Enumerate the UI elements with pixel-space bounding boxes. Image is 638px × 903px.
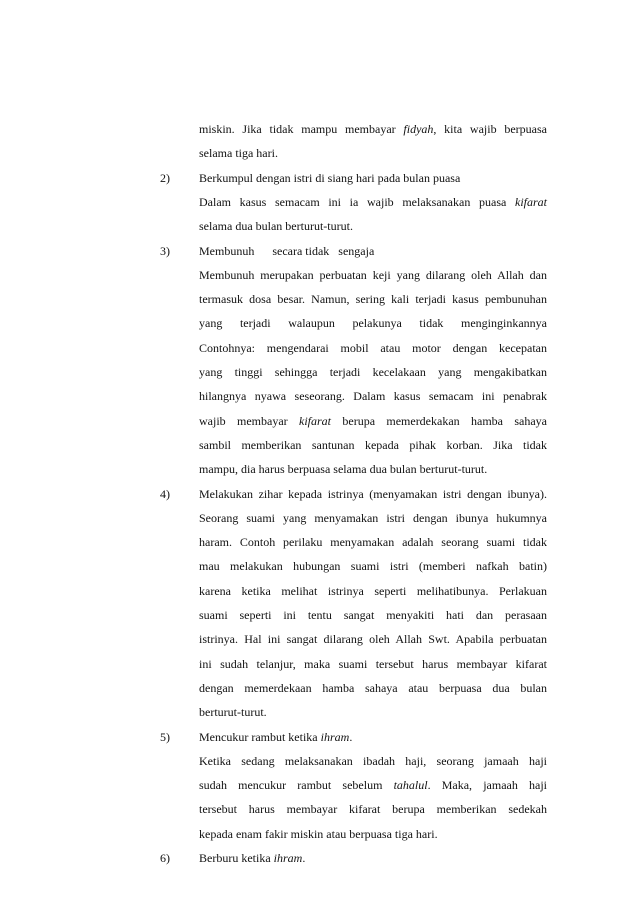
text-line: kepada enam fakir miskin atau berpuasa tiga hari. <box>199 827 438 841</box>
text-line: berturut-turut. <box>199 705 267 719</box>
text-line: Seorang suami yang menyamakan istri dengan ibunya hukumnya <box>199 511 547 525</box>
text-line: sambil memberikan santunan kepada pihak korban. Jika tidak <box>199 438 547 452</box>
text-line: haram. Contoh perilaku menyamakan adalah seorang suami tidak <box>199 535 547 549</box>
text-line: termasuk dosa besar. Namun, sering kali terjadi kasus pembunuhan <box>199 292 547 306</box>
text-line: tersebut harus membayar kifarat berupa memberikan sedekah <box>199 802 547 816</box>
text-line: sudah mencukur rambut sebelum tahalul. Maka, jamaah haji <box>199 778 547 792</box>
list-number: 4) <box>160 487 170 501</box>
text-line: Berburu ketika ihram. <box>199 851 306 865</box>
text-line: wajib membayar kifarat berupa memerdekakan hamba sahaya <box>199 414 547 428</box>
text-line: selama tiga hari. <box>199 146 278 160</box>
text-line: Ketika sedang melaksanakan ibadah haji, seorang jamaah haji <box>199 754 547 768</box>
text-line: miskin. Jika tidak mampu membayar fidyah, kita wajib berpuasa <box>199 122 547 136</box>
text-line: selama dua bulan berturut-turut. <box>199 219 353 233</box>
text-line: mau melakukan hubungan suami istri (memberi nafkah batin) <box>199 559 547 573</box>
text-line: mampu, dia harus berpuasa selama dua bulan berturut-turut. <box>199 462 488 476</box>
list-number: 5) <box>160 730 170 744</box>
text-line: istrinya. Hal ini sangat dilarang oleh Allah Swt. Apabila perbuatan <box>199 632 547 646</box>
text-line: Mencukur rambut ketika ihram. <box>199 730 353 744</box>
text-line: Membunuh merupakan perbuatan keji yang dilarang oleh Allah dan <box>199 268 547 282</box>
list-number: 2) <box>160 171 170 185</box>
text-line: yang terjadi walaupun pelakunya tidak menginginkannya <box>199 316 547 330</box>
text-line: suami seperti ini tentu sangat menyakiti hati dan perasaan <box>199 608 547 622</box>
text-line: ini sudah telanjur, maka suami tersebut harus membayar kifarat <box>199 657 547 671</box>
list-number: 3) <box>160 244 170 258</box>
text-line: hilangnya nyawa seseorang. Dalam kasus semacam ini penabrak <box>199 389 547 403</box>
list-number: 6) <box>160 851 170 865</box>
text-line: Contohnya: mengendarai mobil atau motor dengan kecepatan <box>199 341 547 355</box>
text-line: dengan memerdekaan hamba sahaya atau berpuasa dua bulan <box>199 681 547 695</box>
text-line: Dalam kasus semacam ini ia wajib melaksanakan puasa kifarat <box>199 195 547 209</box>
text-line: Melakukan zihar kepada istrinya (menyamakan istri dengan ibunya). <box>199 487 547 501</box>
text-line: yang tinggi sehingga terjadi kecelakaan yang mengakibatkan <box>199 365 547 379</box>
text-line: Membunuh secara tidak sengaja <box>199 244 375 258</box>
text-line: Berkumpul dengan istri di siang hari pada bulan puasa <box>199 171 461 185</box>
text-line: karena ketika melihat istrinya seperti melihatibunya. Perlakuan <box>199 584 547 598</box>
